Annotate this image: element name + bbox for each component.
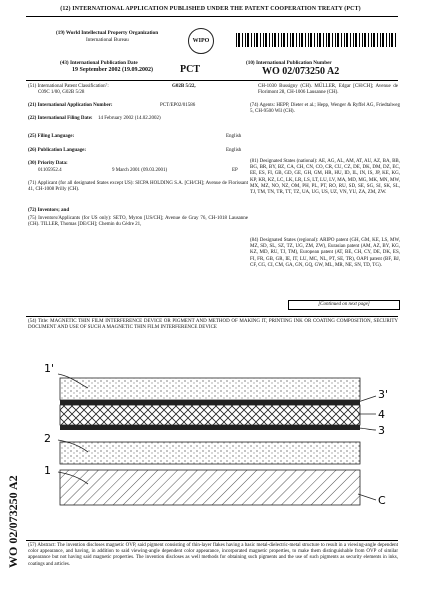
- priority-date: 9 March 2001 (09.03.2001): [112, 168, 168, 173]
- app-number: PCT/EP02/01586: [160, 103, 196, 108]
- priority-label: (30) Priority Data:: [28, 161, 68, 166]
- abstract-rule: [26, 540, 398, 541]
- agents: (74) Agents: HEPP, Dieter et al.; Hepp, Wenger & Ryffel AG, Friedtalweg 5, CH-9500 Wil (CH).: [250, 103, 400, 115]
- filing-date: 14 February 2002 (14.02.2002): [98, 116, 161, 121]
- ipc-value-2: C09C 1/00, G02B 5/28: [38, 90, 85, 95]
- filing-language-label: (25) Filing Language:: [28, 134, 75, 139]
- label-1: 1: [44, 464, 51, 477]
- filing-language: English: [226, 134, 242, 139]
- pub-language-label: (26) Publication Language:: [28, 148, 87, 153]
- pub-date-label: (43) International Publication Date: [60, 60, 138, 66]
- label-3-prime: 3': [378, 388, 389, 401]
- pct-label: PCT: [180, 64, 200, 75]
- header-bottom-rule: [26, 80, 398, 81]
- label-3: 3: [378, 424, 385, 437]
- layer-3: [60, 425, 360, 430]
- label-2: 2: [44, 432, 51, 445]
- publication-number: WO 02/073250 A2: [262, 66, 340, 77]
- filing-date-label: (22) International Filing Date:: [28, 116, 93, 121]
- applicant: (71) Applicant (for all designated States except US): SICPA HOLDING S.A. [CH/CH]; Avenue de Florissant 41, CH-1008 Prilly (CH).: [28, 181, 248, 193]
- layer-1-prime: [60, 378, 360, 400]
- ipc-label: (51) International Patent Classification⁷:: [28, 84, 109, 89]
- wipo-logo-text: WIPO: [192, 38, 210, 44]
- designated-states-regional: (84) Designated States (regional): ARIPO patent (GH, GM, KE, LS, MW, MZ, SD, SL, SZ, TZ, UG, ZM, ZW), Eurasian patent (AM, AZ, BY, KG, KZ, MD, RU, TJ, TM), European patent (AT, BE, CH, CY, DE, DK, ES, FI, FR, GB, GR, IE, IT, LU, MC, NL, PT, SE, TR), OAPI patent (BF, BJ, CF, CG, CI, CM, GA, GN, GQ, GW, ML, MR, NE, SN, TD, TG).: [250, 238, 400, 268]
- layer-2: [60, 442, 360, 464]
- layer-1: [60, 470, 360, 505]
- wipo-bureau: International Bureau: [86, 37, 129, 43]
- label-4: 4: [378, 408, 385, 421]
- continued-box: [288, 300, 400, 310]
- ipc-value: G02B 5/22,: [172, 84, 196, 89]
- designated-states-national: (81) Designated States (national): AE, AG, AL, AM, AT, AU, AZ, BA, BB, BG, BR, BY, BZ, CA, CH, CN, CO, CR, CU, CZ, DE, DK, DM, DZ, EC, EE, ES, FI, GB, GD, GE, GH, GM, HR, HU, ID, IL, IN, IS, JP, KE, KG, KP, KR, KZ, LC, LK, LR, LS, LT, LU, LV, MA, MD, MG, MK, MN, MW, MX, MZ, NO, NZ, OM, PH, PL, PT, RO, RU, SD, SE, SG, SI, SK, SL, TJ, TM, TN, TR, TT, TZ, UA, UG, US, UZ, VN, YU, ZA, ZM, ZW.: [250, 159, 400, 196]
- title-top-rule: [26, 316, 398, 317]
- vertical-pub-number: WO 02/073250 A2: [6, 475, 20, 568]
- layer-3-prime: [60, 400, 360, 405]
- invention-title: (54) Title: MAGNETIC THIN FILM INTERFERENCE DEVICE OR PIGMENT AND METHOD OF MAKING IT, PRINTING INK OR COATING COMPOSITION, SECURITY DOCUMENT AND USE OF SUCH A MAGNETIC THIN FILM INTERFERENCE DEVICE: [28, 319, 398, 331]
- pub-number-label: (10) International Publication Number: [246, 60, 332, 66]
- layer-structure-figure: [40, 350, 400, 530]
- label-c: C: [378, 494, 386, 507]
- pub-date: 19 September 2002 (19.09.2002): [72, 67, 154, 73]
- priority-country: EP: [232, 168, 238, 173]
- barcode: [236, 33, 396, 47]
- pub-language: English: [226, 148, 242, 153]
- wipo-org-name: (19) World Intellectual Property Organization: [56, 30, 159, 36]
- inventors-continued: CH-1030 Bussigny (CH). MÜLLER, Edgar [CH/CH]; Avenue de Florimont 28, CH-1006 Lausanne (CH).: [258, 84, 398, 96]
- priority-number: 01105952.4: [38, 168, 62, 173]
- wipo-logo: [188, 28, 214, 54]
- continued-text: [Continued on next page]: [318, 302, 370, 307]
- document-type-header: (12) INTERNATIONAL APPLICATION PUBLISHED UNDER THE PATENT COOPERATION TREATY (PCT): [60, 6, 361, 12]
- abstract: (57) Abstract: The invention discloses magnetic OVP, said pigment consisting of thin-layer flakes having a basic metal-dielectric-metal structure to result in a viewing-angle dependent color appearance, and having, in addition to said viewing-angle dependent color appearance, incorporated magnetic properties, to make them distinguishable from OVP of similar appearance but not having said magnetic properties. The invention discloses as well methods for obtaining such pigments and the use of such pigments as security elements in inks, coatings and articles.: [28, 543, 398, 567]
- inventors-label: (72) Inventors; and: [28, 208, 70, 213]
- header-rule: [26, 16, 398, 17]
- label-1-prime: 1': [44, 362, 55, 375]
- inventors-applicants: (75) Inventors/Applicants (for US only): SETO, Myron [US/CH]; Avenue de Gray 76, CH-1018 Lausanne (CH). TILLER, Thomas [DE/CH]; Chemin du Cèdre 21,: [28, 216, 248, 228]
- layer-4: [60, 405, 360, 425]
- app-number-label: (21) International Application Number:: [28, 103, 113, 108]
